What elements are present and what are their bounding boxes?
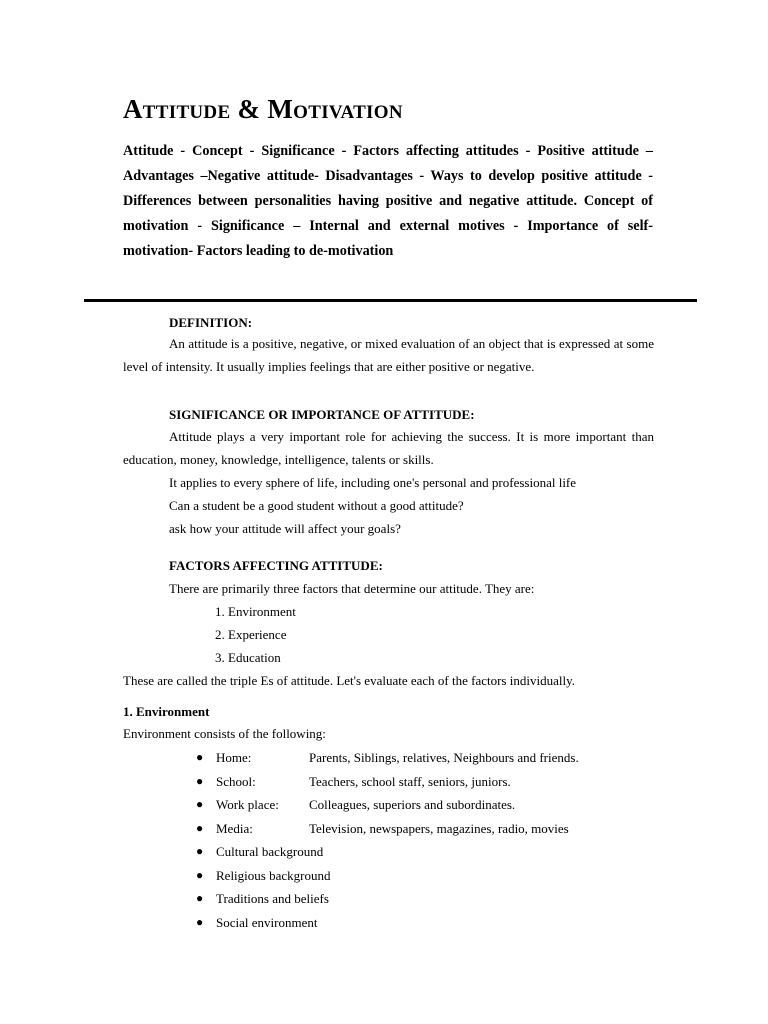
- significance-line-2: Can a student be a good student without a good attitude?: [169, 498, 464, 513]
- factor-item: 3. Education: [215, 650, 281, 665]
- factor-item: 2. Experience: [215, 627, 287, 642]
- bullet-label: Traditions and beliefs: [216, 891, 329, 906]
- bullet-icon: ●: [196, 820, 204, 835]
- title-second: Motivation: [267, 94, 403, 124]
- bullet-icon: ●: [196, 891, 204, 905]
- significance-heading: SIGNIFICANCE OR IMPORTANCE OF ATTITUDE:: [169, 407, 475, 422]
- syllabus-summary: Attitude - Concept - Significance - Factors affecting attitudes - Positive attitude – Advantages –Negative attitude- Disadvantages - Ways to develop positive attitude - Differences between personalities having positive and negative attitude. Concept of motivation - Significance – Internal and external motives - Importance of self- motivation- Factors leading to de-motivation: [123, 143, 653, 259]
- title-main: Attitude: [123, 94, 231, 124]
- bullet-icon: ●: [196, 914, 204, 929]
- bullet-icon: ●: [196, 867, 204, 882]
- bullet-label: Media:: [216, 820, 253, 836]
- bullet-label: School:: [216, 773, 256, 789]
- environment-intro: Environment consists of the following:: [123, 726, 326, 741]
- bullet-description: Teachers, school staff, seniors, juniors.: [309, 773, 511, 789]
- definition-paragraph: [123, 332, 654, 378]
- bullet-label: Home:: [216, 750, 252, 765]
- significance-line-1: It applies to every sphere of life, including one's personal and professional life: [169, 475, 577, 490]
- significance-line-3: ask how your attitude will affect your goals?: [169, 521, 401, 536]
- page-title: [123, 92, 403, 126]
- bullet-label: Social environment: [216, 914, 318, 930]
- factors-intro: There are primarily three factors that determine our attitude. They are:: [169, 581, 535, 596]
- bullet-description: Television, newspapers, magazines, radio, movies: [309, 820, 569, 836]
- bullet-icon: ●: [196, 797, 204, 811]
- definition-body: An attitude is a positive, negative, or mixed evaluation of an object that is expressed at some level of intensity. It usually implies feelings that are either positive or negative.: [123, 336, 654, 374]
- factor-item: 1. Environment: [215, 604, 296, 619]
- factors-heading: FACTORS AFFECTING ATTITUDE:: [169, 558, 383, 573]
- definition-heading: DEFINITION:: [169, 315, 253, 330]
- factors-summary: These are called the triple Es of attitude. Let's evaluate each of the factors individually.: [123, 673, 575, 688]
- environment-heading: 1. Environment: [123, 704, 210, 719]
- bullet-icon: ●: [196, 773, 204, 788]
- bullet-label: Cultural background: [216, 844, 324, 859]
- significance-body: Attitude plays a very important role for achieving the success. It is more important than education, money, knowledge, intelligence, talents or skills.: [123, 429, 654, 467]
- horizontal-divider: [84, 299, 697, 302]
- bullet-description: Parents, Siblings, relatives, Neighbours and friends.: [309, 750, 579, 765]
- bullet-icon: ●: [196, 844, 204, 858]
- bullet-label: Work place:: [216, 797, 279, 812]
- title-ampersand: &: [237, 94, 261, 124]
- bullet-icon: ●: [196, 750, 204, 764]
- bullet-label: Religious background: [216, 867, 331, 883]
- bullet-description: Colleagues, superiors and subordinates.: [309, 797, 516, 812]
- significance-paragraph: [123, 425, 654, 471]
